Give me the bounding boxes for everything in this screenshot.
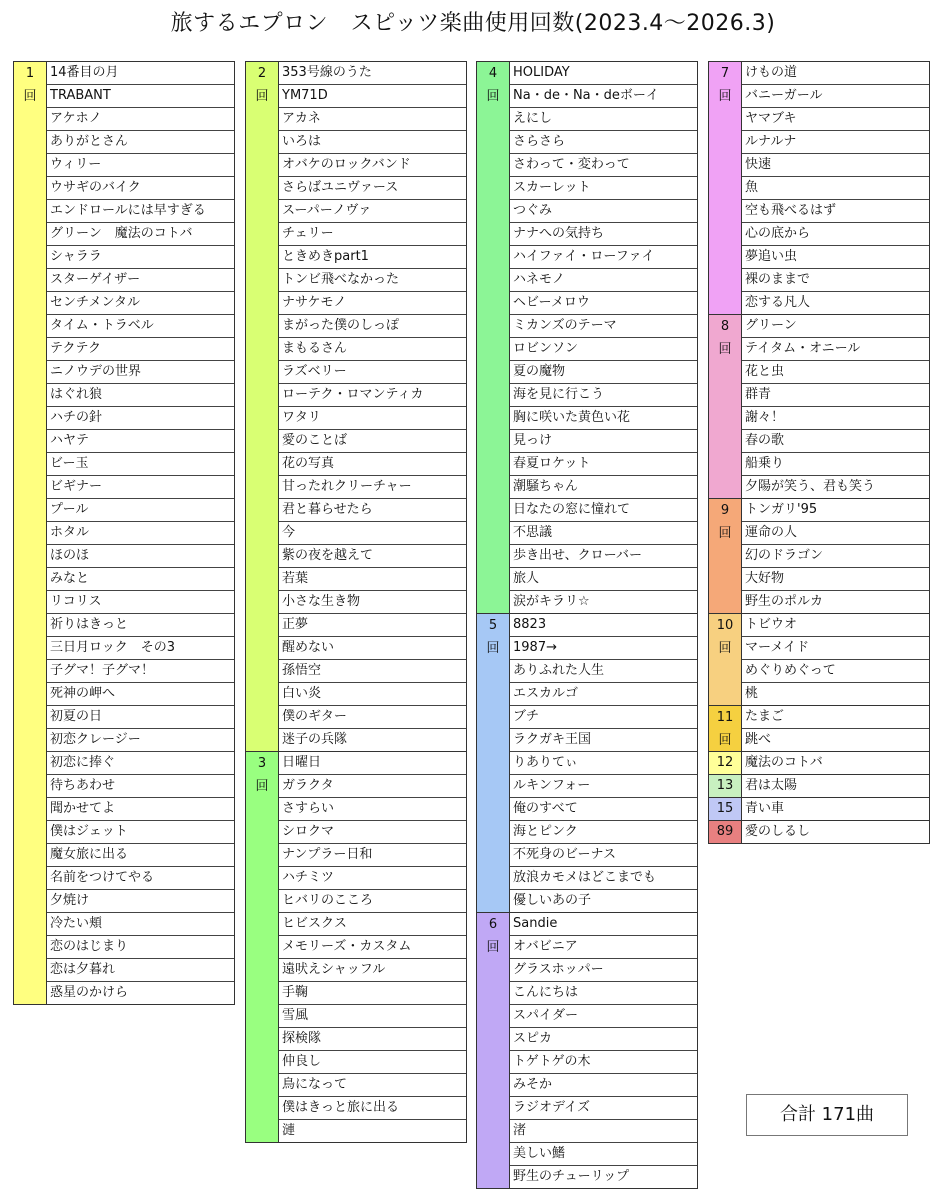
song-title: 船乗り — [742, 453, 929, 476]
song-list — [47, 62, 234, 1004]
song-title: 探検隊 — [279, 1028, 466, 1051]
song-title: トゲトゲの木 — [510, 1051, 697, 1074]
song-title: りありてぃ — [510, 752, 697, 775]
count-suffix: 回 — [23, 89, 37, 104]
song-title: 渚 — [510, 1120, 697, 1143]
count-label — [709, 706, 742, 751]
song-title: エンドロールには早すぎる — [47, 200, 234, 223]
song-title: ナナへの気持ち — [510, 223, 697, 246]
song-title: ハチの針 — [47, 407, 234, 430]
song-title: ウィリー — [47, 154, 234, 177]
count-label — [477, 62, 510, 613]
song-list — [742, 706, 929, 751]
song-title: ビー玉 — [47, 453, 234, 476]
song-title: 漣 — [282, 1123, 296, 1138]
song-title: ローテク・ロマンティカ — [279, 384, 466, 407]
song-title: 白い炎 — [279, 683, 466, 706]
song-column-1 — [13, 61, 235, 1005]
song-title: Sandie — [510, 913, 697, 936]
song-title: センチメンタル — [47, 292, 234, 315]
song-title: ラジオデイズ — [510, 1097, 697, 1120]
song-title: ワタリ — [279, 407, 466, 430]
song-title: 心の底から — [742, 223, 929, 246]
song-title: シャララ — [47, 246, 234, 269]
song-title: 夕陽が笑う、君も笑う — [745, 479, 876, 494]
song-title: 美しい鰭 — [510, 1143, 697, 1166]
song-title: グリーン 魔法のコトバ — [47, 223, 234, 246]
song-title: 海を見に行こう — [510, 384, 697, 407]
song-title: 夢追い虫 — [742, 246, 929, 269]
song-title: 若葉 — [279, 568, 466, 591]
song-title: ヤマブキ — [742, 108, 929, 131]
song-title: ウサギのバイク — [47, 177, 234, 200]
song-title: アカネ — [279, 108, 466, 131]
song-title: 春の歌 — [742, 430, 929, 453]
count-label — [246, 62, 279, 751]
song-title: 14番目の月 — [47, 62, 234, 85]
song-title: みなと — [47, 568, 234, 591]
count-suffix: 回 — [255, 89, 269, 104]
song-title: 日なたの窓に憧れて — [510, 499, 697, 522]
count-suffix: 回 — [718, 641, 732, 656]
count-number: 8 — [720, 319, 730, 334]
count-label — [709, 775, 742, 797]
count-number: 2 — [257, 66, 267, 81]
song-title: グラスホッパー — [510, 959, 697, 982]
song-title: 君は太陽 — [745, 778, 798, 793]
song-title: ラズベリー — [279, 361, 466, 384]
song-title: みそか — [510, 1074, 697, 1097]
song-title: めぐりめぐって — [742, 660, 929, 683]
song-title: ラクガキ王国 — [510, 729, 697, 752]
song-title: ブチ — [510, 706, 697, 729]
song-title: ほのほ — [47, 545, 234, 568]
song-title: ビギナー — [47, 476, 234, 499]
song-title: 惑星のかけら — [50, 985, 129, 1000]
song-title: たまご — [742, 706, 929, 729]
song-title: 涙がキラリ☆ — [513, 594, 590, 609]
count-group-15 — [709, 798, 929, 821]
count-number: 10 — [716, 618, 734, 633]
song-title: テイタム・オニール — [742, 338, 929, 361]
count-label — [477, 614, 510, 912]
song-title: Na・de・Na・deボーイ — [510, 85, 697, 108]
song-title: 祈りはきっと — [47, 614, 234, 637]
song-title: ハチミツ — [279, 867, 466, 890]
page-title: 旅するエプロン スピッツ楽曲使用回数(2023.4〜2026.3) — [170, 11, 776, 36]
count-number: 3 — [257, 756, 267, 771]
song-title: 恋は夕暮れ — [47, 959, 234, 982]
song-title: 野生のチューリップ — [513, 1169, 630, 1184]
count-number: 11 — [716, 710, 734, 725]
song-title: 見っけ — [510, 430, 697, 453]
song-list — [742, 614, 929, 705]
song-title: ナサケモノ — [279, 292, 466, 315]
song-title: 僕はジェット — [47, 821, 234, 844]
song-title: 海とピンク — [510, 821, 697, 844]
song-title: タイム・トラベル — [47, 315, 234, 338]
song-title: 初夏の日 — [47, 706, 234, 729]
song-title: 大好物 — [742, 568, 929, 591]
song-title: スピカ — [510, 1028, 697, 1051]
song-title: 日曜日 — [279, 752, 466, 775]
count-group-89 — [709, 821, 929, 844]
song-title: HOLIDAY — [510, 62, 697, 85]
song-title: ナンプラー日和 — [279, 844, 466, 867]
song-title: 魔法のコトバ — [745, 755, 823, 770]
count-group-2 — [246, 62, 466, 752]
song-title: ハヤテ — [47, 430, 234, 453]
song-title: グリーン — [742, 315, 929, 338]
song-title: 仲良し — [279, 1051, 466, 1074]
song-title: ミカンズのテーマ — [510, 315, 697, 338]
song-title: オバケのロックバンド — [279, 154, 466, 177]
song-title: ありふれた人生 — [510, 660, 697, 683]
song-title: 裸のままで — [742, 269, 929, 292]
song-title: ハネモノ — [510, 269, 697, 292]
count-number: 4 — [488, 66, 498, 81]
count-number: 5 — [488, 618, 498, 633]
song-title: トンガリ'95 — [742, 499, 929, 522]
song-title: ヒビスクス — [279, 913, 466, 936]
song-column-2 — [245, 61, 467, 1143]
song-title: いろは — [279, 131, 466, 154]
song-title: アケホノ — [47, 108, 234, 131]
song-title: 雪風 — [279, 1005, 466, 1028]
song-list — [510, 913, 697, 1188]
song-list — [742, 499, 929, 613]
song-title: オバビニア — [510, 936, 697, 959]
song-list — [742, 62, 929, 314]
song-title: 花と虫 — [742, 361, 929, 384]
count-number: 12 — [716, 755, 734, 770]
song-title: YM71D — [279, 85, 466, 108]
song-title: 運命の人 — [742, 522, 929, 545]
count-suffix: 回 — [255, 779, 269, 794]
song-title: 僕のギター — [279, 706, 466, 729]
song-title: 野生のポルカ — [745, 594, 824, 609]
song-title: ルナルナ — [742, 131, 929, 154]
song-title: メモリーズ・カスタム — [279, 936, 466, 959]
song-title: 1987→ — [510, 637, 697, 660]
song-title: 今 — [279, 522, 466, 545]
song-title: 快速 — [742, 154, 929, 177]
total-count-box: 合計 171曲 — [746, 1094, 908, 1136]
song-title: 旅人 — [510, 568, 697, 591]
count-group-4 — [477, 62, 697, 614]
count-number: 7 — [720, 66, 730, 81]
count-group-10 — [709, 614, 929, 706]
song-title: 遠吠えシャッフル — [279, 959, 466, 982]
song-list — [510, 614, 697, 912]
count-group-12 — [709, 752, 929, 775]
song-title: TRABANT — [47, 85, 234, 108]
song-title: つぐみ — [510, 200, 697, 223]
song-title: スーパーノヴァ — [279, 200, 466, 223]
song-title: 潮騒ちゃん — [510, 476, 697, 499]
song-title: バニーガール — [742, 85, 929, 108]
song-title: スターゲイザー — [47, 269, 234, 292]
song-title: ホタル — [47, 522, 234, 545]
song-title: 醒めない — [279, 637, 466, 660]
count-number: 9 — [720, 503, 730, 518]
count-label — [709, 315, 742, 498]
song-list — [279, 62, 466, 751]
song-title: 僕はきっと旅に出る — [279, 1097, 466, 1120]
song-title: さらばユニヴァース — [279, 177, 466, 200]
count-group-13 — [709, 775, 929, 798]
song-title: 紫の夜を越えて — [279, 545, 466, 568]
count-number: 15 — [716, 801, 734, 816]
song-title: 愛のことば — [279, 430, 466, 453]
song-title: 放浪カモメはどこまでも — [510, 867, 697, 890]
song-title: 手鞠 — [279, 982, 466, 1005]
song-title: ヒバリのこころ — [279, 890, 466, 913]
song-title: 初恋に捧ぐ — [47, 752, 234, 775]
song-column-4 — [708, 61, 930, 844]
song-title: 桃 — [745, 686, 759, 701]
song-title: まもるさん — [279, 338, 466, 361]
count-label — [246, 752, 279, 1142]
song-title: けもの道 — [742, 62, 929, 85]
song-title: 三日月ロック その3 — [47, 637, 234, 660]
count-number: 13 — [716, 778, 734, 793]
count-group-7 — [709, 62, 929, 315]
song-title: 甘ったれクリーチャー — [279, 476, 466, 499]
song-title: 名前をつけてやる — [47, 867, 234, 890]
count-suffix: 回 — [486, 940, 500, 955]
song-title: 子グマ！子グマ！ — [47, 660, 234, 683]
song-title: 聞かせてよ — [47, 798, 234, 821]
song-title: まがった僕のしっぽ — [279, 315, 466, 338]
song-title: チェリー — [279, 223, 466, 246]
count-group-11 — [709, 706, 929, 752]
song-title: 8823 — [510, 614, 697, 637]
song-title: さすらい — [279, 798, 466, 821]
count-number: 1 — [25, 66, 35, 81]
song-title: 群青 — [742, 384, 929, 407]
song-title: 跳べ — [745, 732, 772, 747]
count-label — [709, 821, 742, 843]
song-title: 夕焼け — [47, 890, 234, 913]
song-title: さらさら — [510, 131, 697, 154]
count-suffix: 回 — [486, 89, 500, 104]
song-list — [742, 821, 929, 843]
count-suffix: 回 — [718, 526, 732, 541]
song-title: 冷たい頬 — [47, 913, 234, 936]
song-title: 花の写真 — [279, 453, 466, 476]
song-title: スカーレット — [510, 177, 697, 200]
song-title: ときめきpart1 — [279, 246, 466, 269]
count-group-6 — [477, 913, 697, 1189]
song-title: 鳥になって — [279, 1074, 466, 1097]
song-title: ロビンソン — [510, 338, 697, 361]
count-label — [709, 62, 742, 314]
song-title: 胸に咲いた黄色い花 — [510, 407, 697, 430]
song-list — [279, 752, 466, 1142]
song-list — [742, 752, 929, 774]
song-title: 魔女旅に出る — [47, 844, 234, 867]
count-suffix: 回 — [718, 89, 732, 104]
count-label — [14, 62, 47, 1004]
song-title: トビウオ — [742, 614, 929, 637]
song-title: 死神の岬へ — [47, 683, 234, 706]
song-title: テクテク — [47, 338, 234, 361]
song-title: ハイファイ・ローファイ — [510, 246, 697, 269]
count-number: 89 — [716, 824, 734, 839]
song-title: 353号線のうた — [279, 62, 466, 85]
count-suffix: 回 — [486, 641, 500, 656]
song-list — [742, 315, 929, 498]
song-title: こんにちは — [510, 982, 697, 1005]
song-title: 恋のはじまり — [47, 936, 234, 959]
count-number: 6 — [488, 917, 498, 932]
song-title: 待ちあわせ — [47, 775, 234, 798]
song-title: 恋する凡人 — [745, 295, 811, 310]
song-title: 青い車 — [745, 801, 785, 816]
song-title: 小さな生き物 — [279, 591, 466, 614]
song-list — [510, 62, 697, 613]
song-title: ありがとさん — [47, 131, 234, 154]
song-title: リコリス — [47, 591, 234, 614]
song-title: 魚 — [742, 177, 929, 200]
count-label — [709, 614, 742, 705]
song-title: 初恋クレージー — [47, 729, 234, 752]
song-title: 愛のしるし — [745, 824, 811, 839]
count-group-1 — [14, 62, 234, 1005]
song-title: 空も飛べるはず — [742, 200, 929, 223]
song-title: ルキンフォー — [510, 775, 697, 798]
song-column-3 — [476, 61, 698, 1189]
song-title: はぐれ狼 — [47, 384, 234, 407]
song-title: 君と暮らせたら — [279, 499, 466, 522]
song-title: 夏の魔物 — [510, 361, 697, 384]
song-title: 謝々！ — [742, 407, 929, 430]
count-group-8 — [709, 315, 929, 499]
song-title: 不思議 — [510, 522, 697, 545]
song-title: 迷子の兵隊 — [282, 732, 348, 747]
count-label — [709, 752, 742, 774]
song-title: 春夏ロケット — [510, 453, 697, 476]
count-suffix: 回 — [718, 733, 732, 748]
count-group-9 — [709, 499, 929, 614]
song-title: 孫悟空 — [279, 660, 466, 683]
song-title: エスカルゴ — [510, 683, 697, 706]
song-title: ヘビーメロウ — [510, 292, 697, 315]
count-group-3 — [246, 752, 466, 1143]
song-title: 優しいあの子 — [513, 893, 592, 908]
count-label — [477, 913, 510, 1188]
count-group-5 — [477, 614, 697, 913]
song-title: ニノウデの世界 — [47, 361, 234, 384]
song-title: 幻のドラゴン — [742, 545, 929, 568]
song-title: プール — [47, 499, 234, 522]
count-suffix: 回 — [718, 342, 732, 357]
song-title: 歩き出せ、クローバー — [510, 545, 697, 568]
song-list — [742, 775, 929, 797]
song-title: 正夢 — [279, 614, 466, 637]
song-title: ガラクタ — [279, 775, 466, 798]
song-title: えにし — [510, 108, 697, 131]
song-title: マーメイド — [742, 637, 929, 660]
song-title: さわって・変わって — [510, 154, 697, 177]
song-title: シロクマ — [279, 821, 466, 844]
song-title: 不死身のビーナス — [510, 844, 697, 867]
song-list — [742, 798, 929, 820]
count-label — [709, 798, 742, 820]
song-title: トンビ飛べなかった — [279, 269, 466, 292]
song-title: スパイダー — [510, 1005, 697, 1028]
count-label — [709, 499, 742, 613]
song-title: 俺のすべて — [510, 798, 697, 821]
